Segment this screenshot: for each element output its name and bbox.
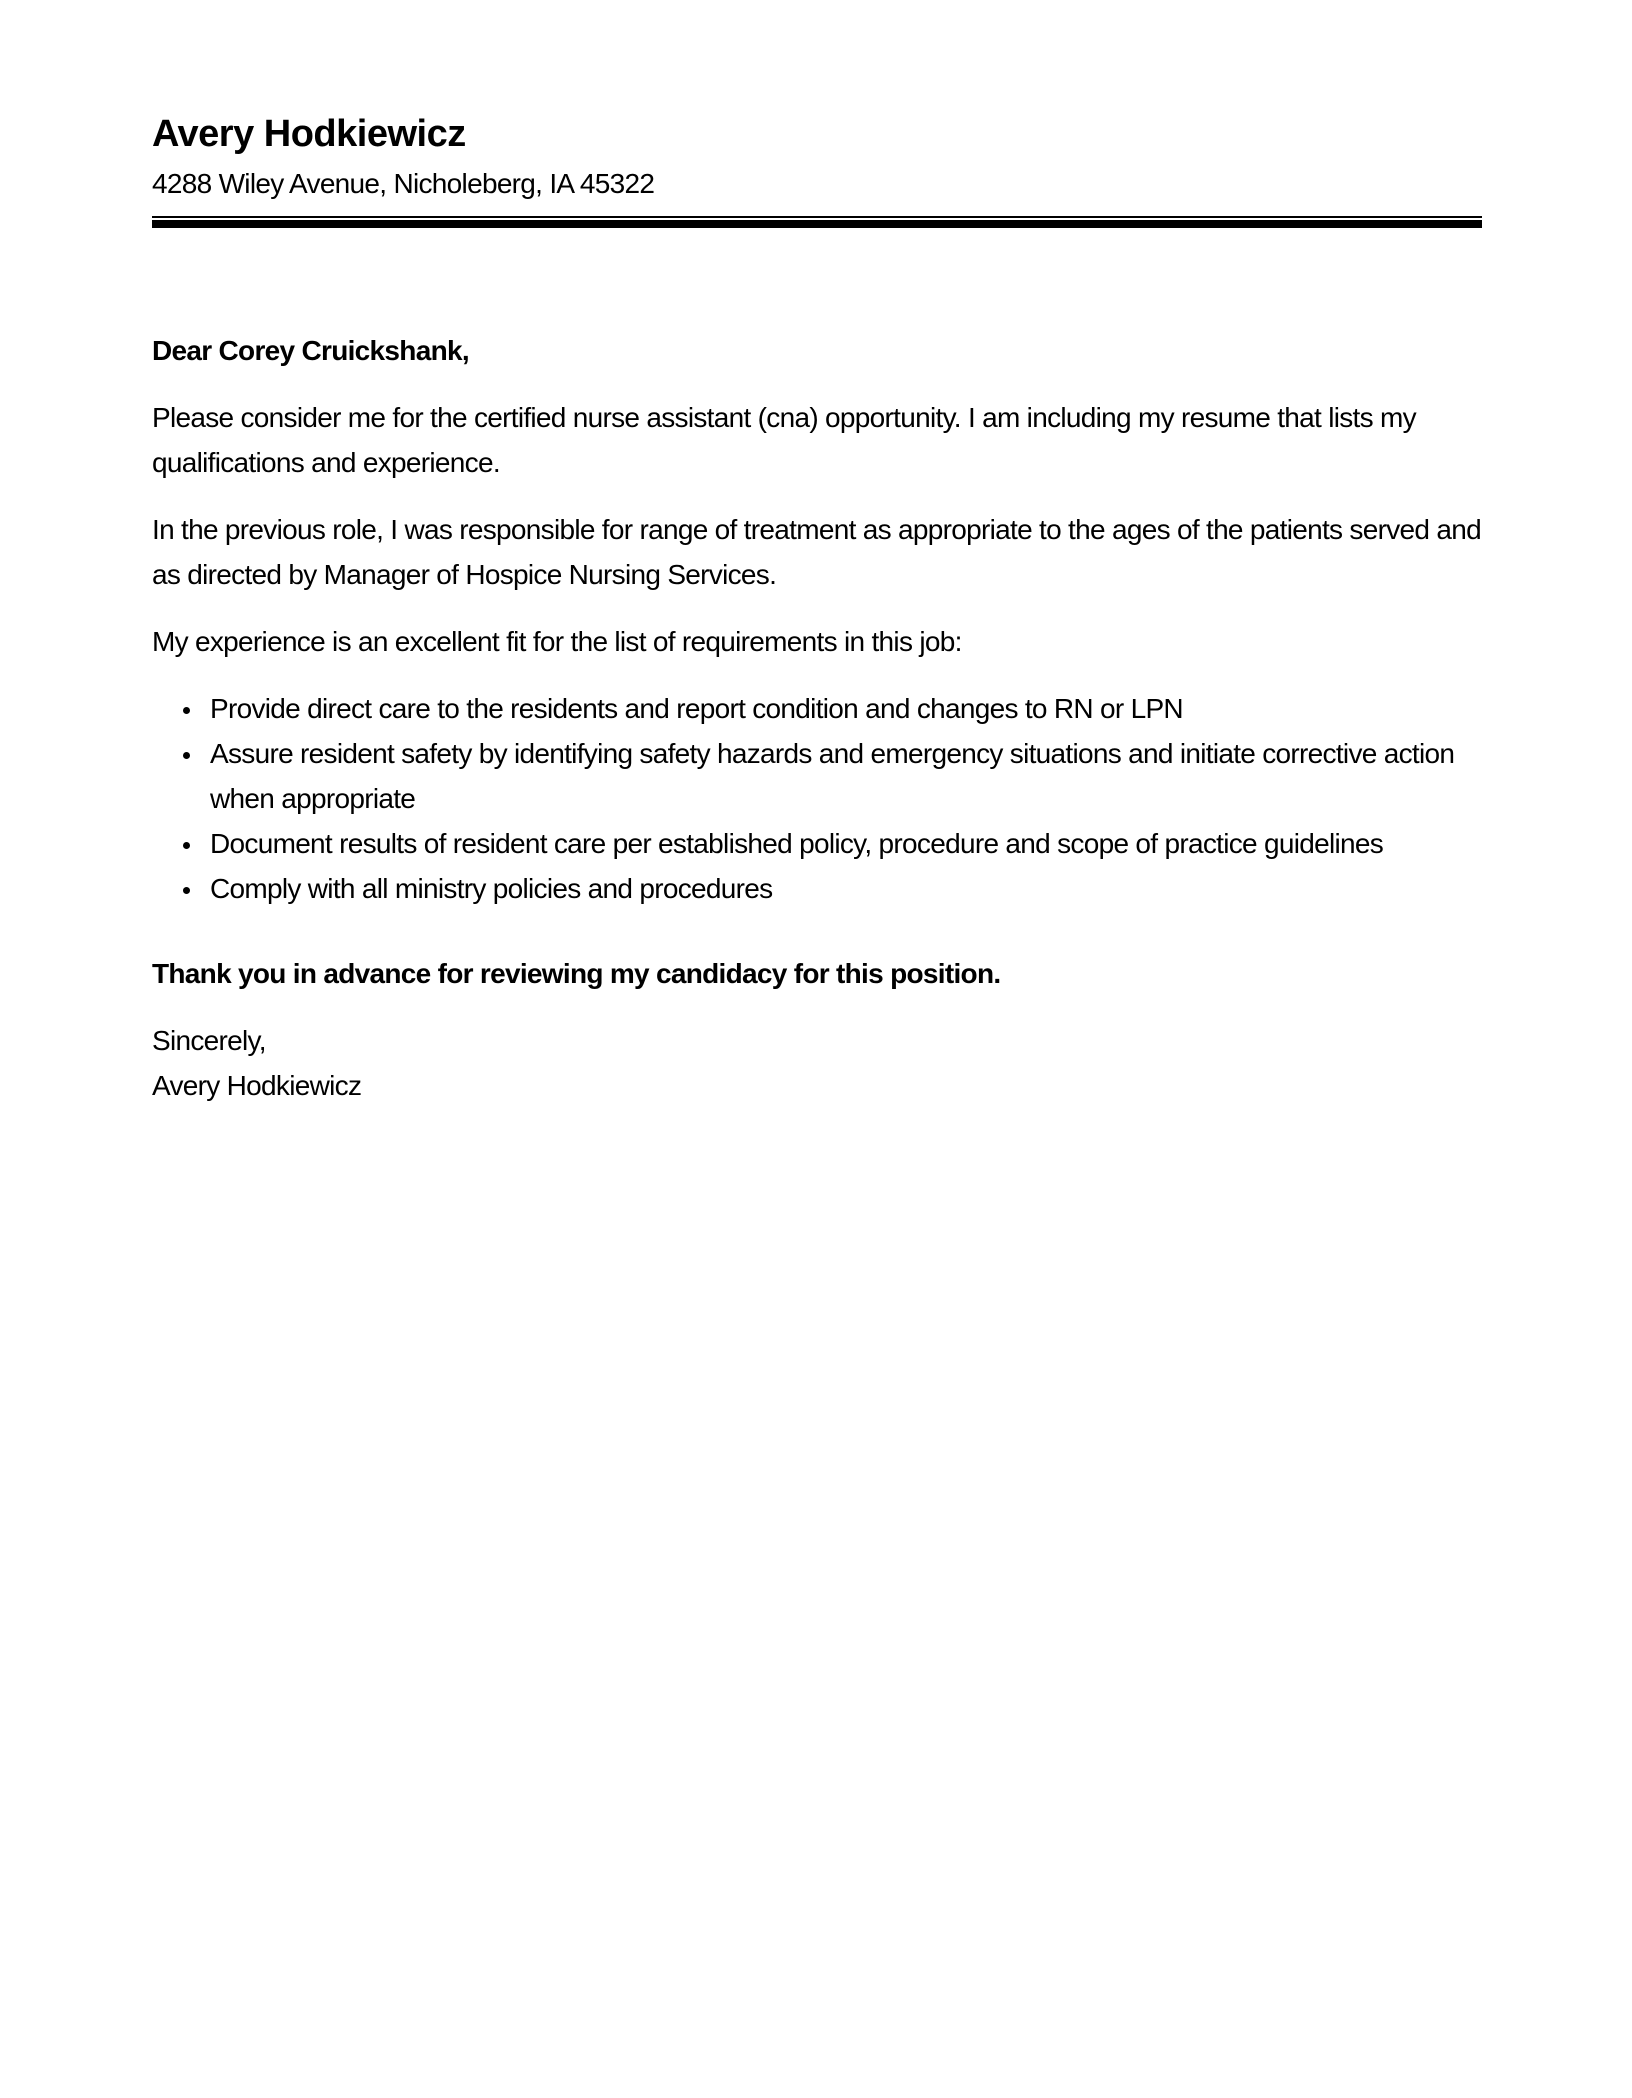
requirement-item: • Assure resident safety by identifying safety hazards and emergency situations and initiate corrective action when appropriate	[204, 731, 1482, 821]
signoff: Sincerely,	[152, 1025, 266, 1056]
signature-block	[152, 1018, 1482, 1108]
requirement-item: • Provide direct care to the residents and report condition and changes to RN or LPN	[204, 686, 1482, 731]
letter-body	[152, 328, 1482, 1108]
paragraph-intro: Please consider me for the certified nurse assistant (cna) opportunity. I am including my resume that lists my qualifications and experience.	[152, 402, 1416, 478]
sender-name: Avery Hodkiewicz	[152, 113, 466, 155]
greeting: Dear Corey Cruickshank,	[152, 335, 469, 366]
header-divider	[152, 216, 1482, 228]
requirements-list	[152, 686, 1482, 911]
letterhead	[152, 112, 1482, 228]
paragraph-previous-role: In the previous role, I was responsible for range of treatment as appropriate to the ages of the patients served and as directed by Manager of Hospice Nursing Services.	[152, 514, 1481, 590]
requirement-item: • Comply with all ministry policies and procedures	[204, 866, 1482, 911]
closing-emphasis: Thank you in advance for reviewing my candidacy for this position.	[152, 958, 1001, 989]
divider-thick-line	[152, 220, 1482, 228]
paragraph-experience-fit: My experience is an excellent fit for the list of requirements in this job:	[152, 626, 962, 657]
sender-address: 4288 Wiley Avenue, Nicholeberg, IA 45322	[152, 168, 655, 199]
signature-name: Avery Hodkiewicz	[152, 1070, 362, 1101]
requirement-item: • Document results of resident care per established policy, procedure and scope of practice guidelines	[204, 821, 1482, 866]
